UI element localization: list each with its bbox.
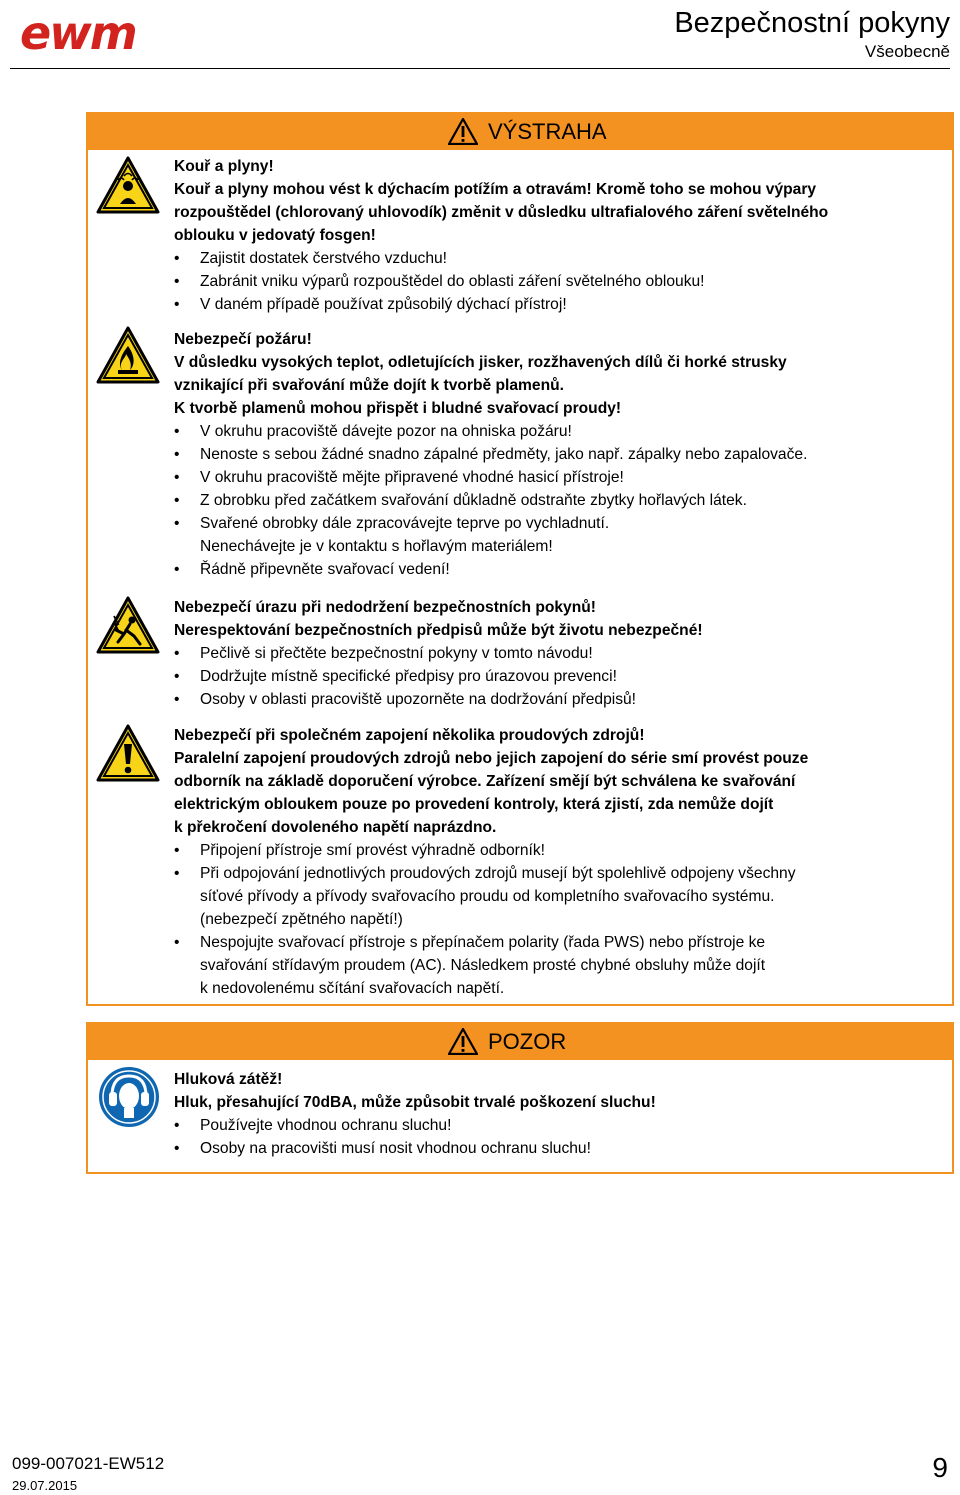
parallel-text-3: elektrickým obloukem pouze po provedení kontroly, která zjistí, zda nemůže dojít — [174, 796, 774, 813]
parallel-text-2: odborník na základě doporučení výrobce. Zařízení smějí být schválena ke svařování — [174, 773, 796, 790]
fire-warning-icon — [96, 326, 160, 384]
toxic-fumes-warning-icon — [96, 156, 160, 214]
list-item: • Pečlivě si přečtěte bezpečnostní pokyny v tomto návodu! — [174, 642, 954, 665]
list-item: • V okruhu pracoviště dávejte pozor na ohniska požáru! — [174, 420, 954, 443]
list-item: • Zabránit vniku výparů rozpouštědel do oblasti záření světelného oblouku! — [174, 270, 954, 293]
list-item: • V okruhu pracoviště mějte připravené vhodné hasicí přístroje! — [174, 466, 954, 489]
parallel-heading: Nebezpečí při společném zapojení několika proudových zdrojů! — [174, 727, 645, 744]
list-item: • Osoby na pracovišti musí nosit vhodnou ochranu sluchu! — [174, 1137, 954, 1160]
warning-label: VÝSTRAHA — [488, 118, 607, 144]
list-item-continuation: k nedovolenému sčítání svařovacích napětí. — [200, 980, 505, 997]
list-item: • Používejte vhodnou ochranu sluchu! — [174, 1114, 954, 1137]
page-title: Bezpečnostní pokyny — [674, 7, 950, 39]
warning-triangle-icon — [448, 1028, 478, 1055]
list-item: • V daném případě používat způsobilý dýchací přístroj! — [174, 293, 954, 316]
fumes-text-3: oblouku v jedovatý fosgen! — [174, 227, 376, 244]
list-item: • Nenoste s sebou žádné snadno zápalné předměty, jako např. zápalky nebo zapalovače. — [174, 443, 954, 466]
fumes-text-1: Kouř a plyny mohou vést k dýchacím potížím a otravám! Kromě toho se mohou výpary — [174, 181, 817, 198]
parallel-bullets — [174, 839, 954, 1000]
list-item: • Při odpojování jednotlivých proudových zdrojů musejí být spolehlivě odpojeny všechny — [174, 862, 954, 885]
fumes-heading: Kouř a plyny! — [174, 158, 274, 175]
page-subtitle: Všeobecně — [864, 42, 950, 61]
fire-text-2: vznikající při svařování může dojít k tvorbě plamenů. — [174, 377, 564, 394]
list-item-continuation: (nebezpečí zpětného napětí!) — [200, 911, 403, 928]
warning-bar — [88, 114, 952, 150]
injury-heading: Nebezpečí úrazu při nedodržení bezpečnostních pokynů! — [174, 599, 596, 616]
noise-heading: Hluková zátěž! — [174, 1071, 283, 1088]
header-divider — [10, 68, 950, 69]
logo-text: ewm — [20, 6, 136, 60]
page-header — [0, 0, 960, 80]
list-item: • Z obrobku před začátkem svařování důkladně odstraňte zbytky hořlavých látek. — [174, 489, 954, 512]
warning-triangle-icon — [448, 118, 478, 145]
fire-heading: Nebezpečí požáru! — [174, 331, 312, 348]
fire-text-3: K tvorbě plamenů mohou přispět i bludné svařovací proudy! — [174, 400, 622, 417]
ewm-logo — [20, 8, 136, 58]
injury-text-1: Nerespektování bezpečnostních předpisů může být životu nebezpečné! — [174, 622, 703, 639]
list-item-continuation: svařování střídavým proudem (AC). Následkem prosté chybné obsluhy může dojít — [200, 957, 766, 974]
page-number: 9 — [932, 1452, 948, 1483]
list-item: • Dodržujte místně specifické předpisy pro úrazovou prevenci! — [174, 665, 954, 688]
hearing-protection-icon — [98, 1066, 160, 1128]
list-item: • Řádně připevněte svařovací vedení! — [174, 558, 954, 581]
fumes-bullets — [174, 247, 954, 316]
list-item: • Připojení přístroje smí provést výhradně odborník! — [174, 839, 954, 862]
list-item-continuation: síťové přívody a přívody svařovacího proudu od kompletního svařovacího systému. — [200, 888, 775, 905]
electric-shock-warning-icon — [96, 596, 160, 654]
fire-bullets — [174, 420, 954, 581]
noise-text: Hluk, přesahující 70dBA, může způsobit trvalé poškození sluchu! — [174, 1094, 656, 1111]
list-item: • Svařené obrobky dále zpracovávejte teprve po vychladnutí. — [174, 512, 954, 535]
parallel-text-1: Paralelní zapojení proudových zdrojů nebo jejich zapojení do série smí provést pouze — [174, 750, 809, 767]
fumes-text-2: rozpouštědel (chlorovaný uhlovodík) změnit v důsledku ultrafialového záření světelného — [174, 204, 829, 221]
injury-bullets — [174, 642, 954, 711]
doc-date: 29.07.2015 — [12, 1478, 78, 1493]
list-item: • Nespojujte svařovací přístroje s přepínačem polarity (řada PWS) nebo přístroje ke — [174, 931, 954, 954]
fire-text-1: V důsledku vysokých teplot, odletujících jisker, rozžhavených dílů či horké strusky — [174, 354, 787, 371]
list-item: • Zajistit dostatek čerstvého vzduchu! — [174, 247, 954, 270]
general-warning-icon — [96, 724, 160, 782]
caution-label: POZOR — [488, 1028, 567, 1054]
caution-bar — [88, 1024, 952, 1060]
doc-number: 099-007021-EW512 — [12, 1454, 165, 1473]
parallel-text-4: k překročení dovoleného napětí naprázdno. — [174, 819, 497, 836]
noise-bullets — [174, 1114, 954, 1160]
list-item: • Osoby v oblasti pracoviště upozorněte na dodržování předpisů! — [174, 688, 954, 711]
list-item-continuation: Nenechávejte je v kontaktu s hořlavým materiálem! — [200, 538, 553, 555]
